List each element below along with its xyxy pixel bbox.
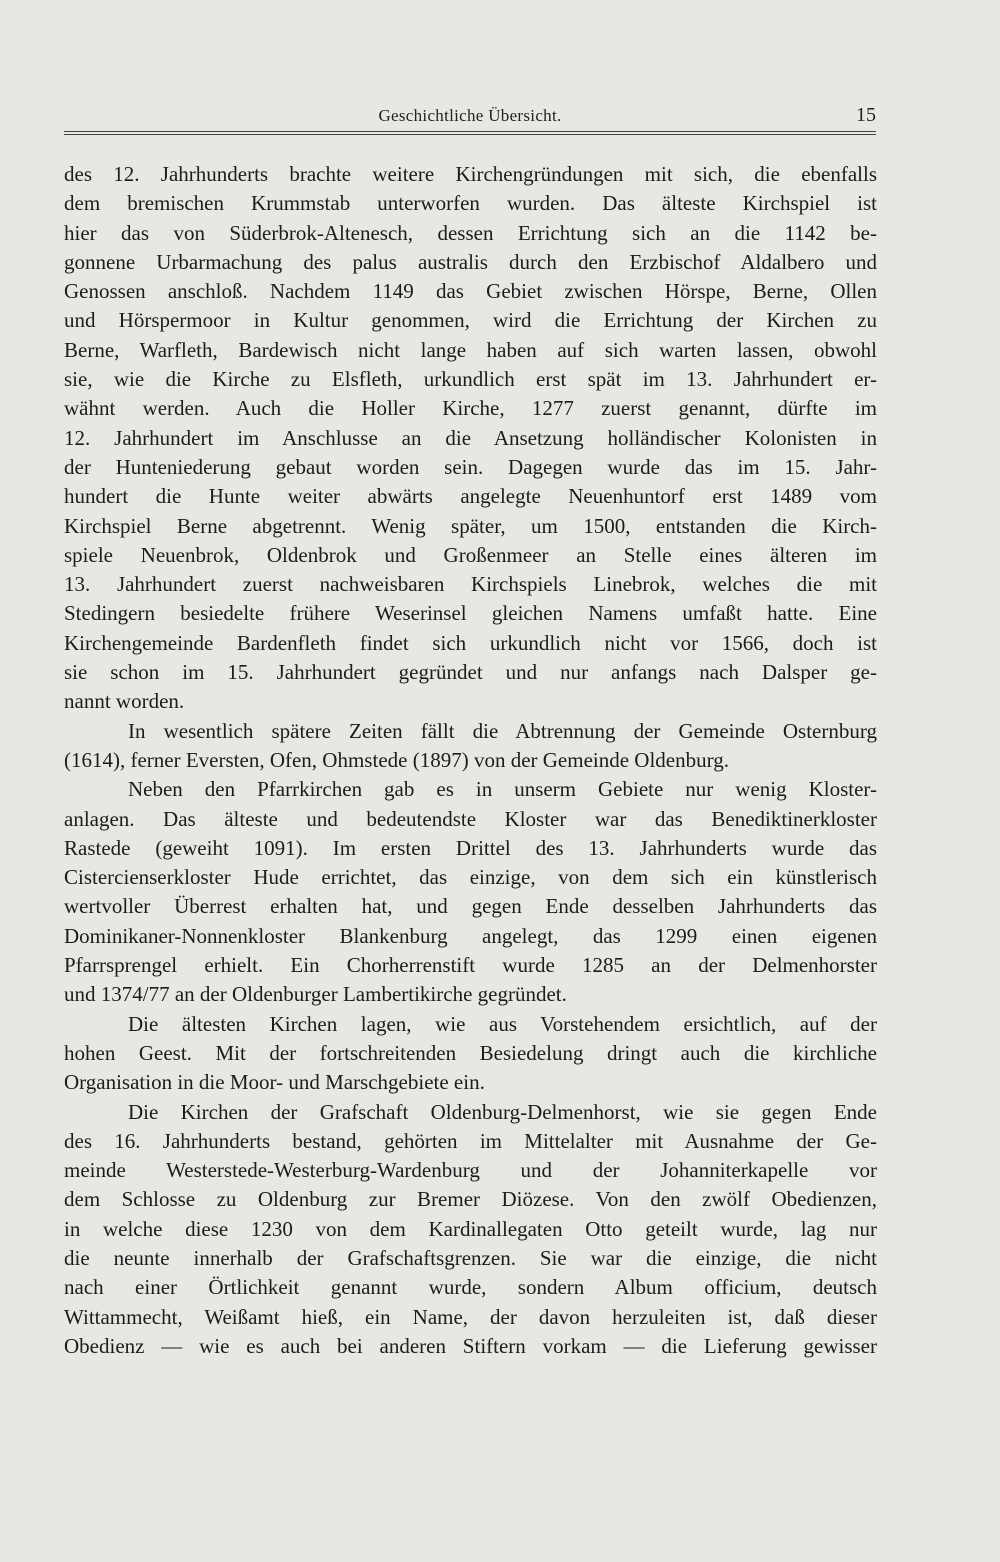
running-title: Geschichtliche Übersicht.: [378, 106, 562, 125]
text-line: Kirchengemeinde Bardenfleth findet sich urkundlich nicht vor 1566, doch ist: [64, 630, 877, 655]
text-line: meinde Westerstede-Westerburg-Wardenburg und der Johanniterkapelle vor: [64, 1158, 877, 1183]
text-line: hohen Geest. Mit der fortschreitenden Besiedelung dringt auch die kirchliche: [64, 1040, 877, 1065]
body-text: [64, 160, 877, 1361]
text-line: Wittammecht, Weißamt hieß, ein Name, der davon herzuleiten ist, daß dieser: [64, 1304, 877, 1329]
text-line: Cistercienserkloster Hude errichtet, das einzige, von dem sich ein künstlerisch: [64, 865, 877, 890]
text-line: des 16. Jahrhunderts bestand, gehörten im Mittelalter mit Ausnahme der Ge-: [64, 1128, 877, 1153]
text-line: Kirchspiel Berne abgetrennt. Wenig später, um 1500, entstanden die Kirch-: [64, 513, 877, 538]
text-line: Obedienz — wie es auch bei anderen Stiftern vorkam — die Lieferung gewisser: [64, 1333, 877, 1358]
text-line: Organisation in die Moor- und Marschgebiete ein.: [64, 1070, 485, 1095]
text-line: spiele Neuenbrok, Oldenbrok und Großenmeer an Stelle eines älteren im: [64, 542, 877, 567]
paragraph: [64, 1098, 877, 1362]
text-line: hier das von Süderbrok-Altenesch, dessen Errichtung sich an die 1142 be-: [64, 220, 877, 245]
text-line: wähnt werden. Auch die Holler Kirche, 1277 zuerst genannt, dürfte im: [64, 396, 877, 421]
text-line: des 12. Jahrhunderts brachte weitere Kirchengründungen mit sich, die ebenfalls: [64, 162, 877, 186]
text-line: hundert die Hunte weiter abwärts angelegte Neuenhuntorf erst 1489 vom: [64, 484, 877, 509]
text-line: dem Schlosse zu Oldenburg zur Bremer Diözese. Von den zwölf Obedienzen,: [64, 1187, 877, 1212]
text-line: in welche diese 1230 von dem Kardinallegaten Otto geteilt wurde, lag nur: [64, 1216, 877, 1241]
paragraph: [64, 717, 877, 776]
text-line: In wesentlich spätere Zeiten fällt die Abtrennung der Gemeinde Osternburg: [128, 718, 877, 743]
text-line: 12. Jahrhundert im Anschlusse an die Ansetzung holländischer Kolonisten in: [64, 425, 877, 450]
paragraph: [64, 160, 877, 717]
text-line: und Hörspermoor in Kultur genommen, wird die Errichtung der Kirchen zu: [64, 308, 877, 333]
text-line: Stedingern besiedelte frühere Weserinsel gleichen Namens umfaßt hatte. Eine: [64, 601, 877, 626]
text-line: und 1374/77 an der Oldenburger Lambertikirche gegründet.: [64, 982, 567, 1007]
text-line: sie schon im 15. Jahrhundert gegründet und nur anfangs nach Dalsper ge-: [64, 660, 877, 685]
page-number: 15: [856, 104, 876, 126]
text-line: die neunte innerhalb der Grafschaftsgrenzen. Sie war die einzige, die nicht: [64, 1245, 877, 1270]
paragraph: [64, 1010, 877, 1098]
text-line: nach einer Örtlichkeit genannt wurde, sondern Album officium, deutsch: [64, 1275, 877, 1300]
header-rule-bottom: [64, 134, 876, 135]
text-line: Die ältesten Kirchen lagen, wie aus Vorstehendem ersichtlich, auf der: [128, 1011, 877, 1036]
text-line: Dominikaner-Nonnenkloster Blankenburg angelegt, das 1299 einen eigenen: [64, 923, 877, 948]
text-line: Genossen anschloß. Nachdem 1149 das Gebiet zwischen Hörspe, Berne, Ollen: [64, 279, 877, 304]
text-line: wertvoller Überrest erhalten hat, und gegen Ende desselben Jahrhunderts das: [64, 894, 877, 919]
text-line: (1614), ferner Eversten, Ofen, Ohmstede (1897) von der Gemeinde Oldenburg.: [64, 747, 729, 772]
text-line: sie, wie die Kirche zu Elsfleth, urkundlich erst spät im 13. Jahrhundert er-: [64, 367, 877, 392]
text-line: Die Kirchen der Grafschaft Oldenburg-Delmenhorst, wie sie gegen Ende: [128, 1099, 877, 1124]
text-line: Neben den Pfarrkirchen gab es in unserm Gebiete nur wenig Kloster-: [128, 777, 877, 802]
text-line: gonnene Urbarmachung des palus australis durch den Erzbischof Aldalbero und: [64, 249, 877, 274]
text-line: der Hunteniederung gebaut worden sein. Dagegen wurde das im 15. Jahr-: [64, 454, 877, 479]
page-header: [64, 102, 876, 132]
text-line: nannt worden.: [64, 689, 185, 714]
text-line: 13. Jahrhundert zuerst nachweisbaren Kirchspiels Linebrok, welches die mit: [64, 572, 877, 597]
paragraph: [64, 775, 877, 1009]
text-line: anlagen. Das älteste und bedeutendste Kloster war das Benediktinerkloster: [64, 806, 877, 831]
text-line: Berne, Warfleth, Bardewisch nicht lange haben auf sich warten lassen, obwohl: [64, 337, 877, 362]
text-line: Rastede (geweiht 1091). Im ersten Drittel des 13. Jahrhunderts wurde das: [64, 835, 877, 860]
header-rule-top: [64, 131, 876, 132]
text-line: dem bremischen Krummstab unterworfen wurden. Das älteste Kirchspiel ist: [64, 191, 877, 216]
text-line: Pfarrsprengel erhielt. Ein Chorherrenstift wurde 1285 an der Delmenhorster: [64, 953, 877, 978]
